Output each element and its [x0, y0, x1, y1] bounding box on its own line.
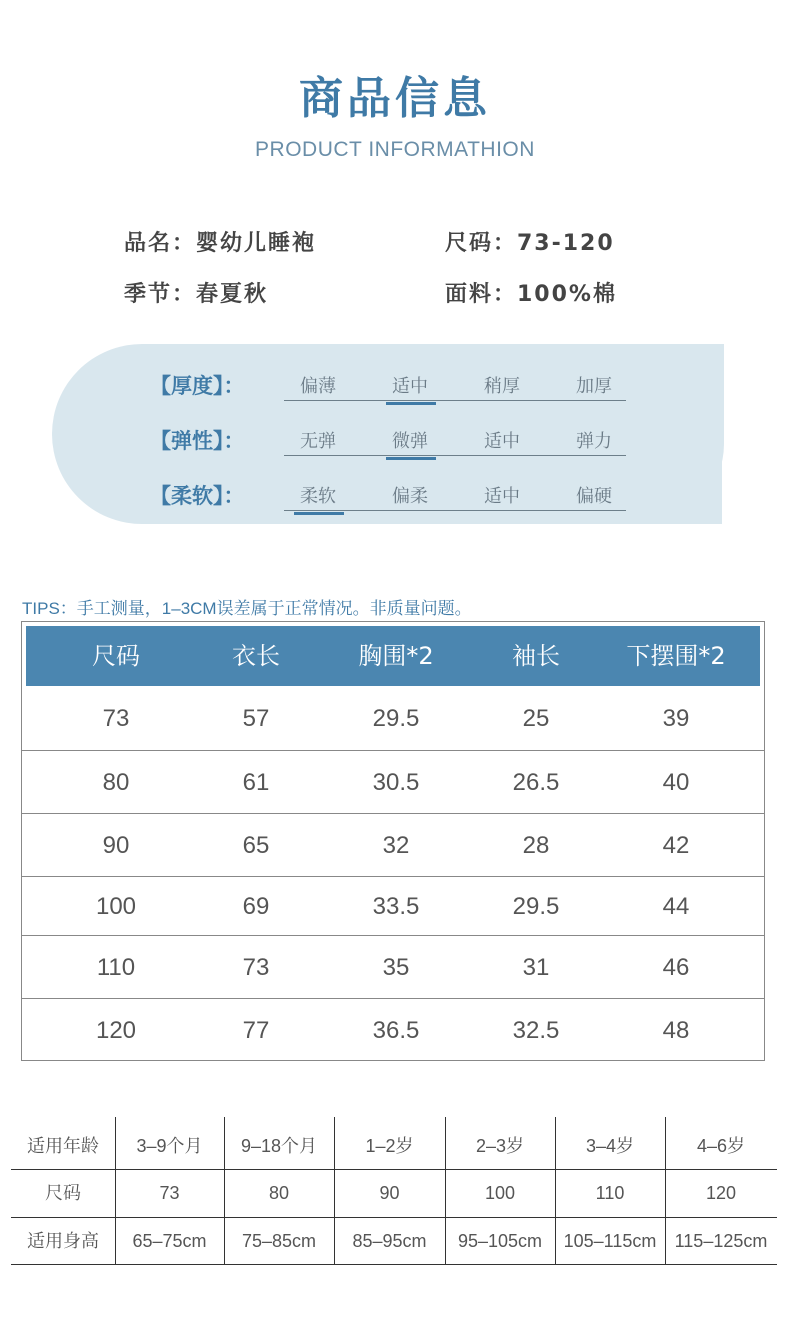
size-table-cell: 77 — [242, 1017, 270, 1044]
size-table-cell: 100 — [95, 893, 137, 920]
age-table-column-divider — [665, 1117, 666, 1265]
attribute-label: 【厚度】： — [150, 374, 245, 398]
size-table-cell: 120 — [95, 1017, 137, 1044]
size-table-cell: 26.5 — [512, 769, 560, 796]
page-title: 商品信息 — [299, 73, 491, 124]
age-table-cell: 95–105cm — [457, 1231, 543, 1251]
size-table-header-cell: 下摆围*2 — [626, 642, 726, 670]
attribute-label: 【弹性】： — [150, 429, 245, 453]
age-table-cell: 90 — [379, 1183, 400, 1203]
age-table-row — [11, 1117, 777, 1165]
size-table-cell: 46 — [662, 954, 690, 981]
age-table-row-label: 适用年龄 — [27, 1136, 99, 1156]
attribute-option: 无弹 — [300, 431, 336, 452]
size-table-row — [22, 998, 764, 1062]
attribute-option: 偏柔 — [392, 486, 428, 507]
size-table-cell: 73 — [242, 954, 270, 981]
age-table-divider — [11, 1264, 777, 1265]
age-table-cell: 110 — [595, 1183, 625, 1203]
product-name: 品名：婴幼儿睡袍 — [124, 231, 317, 256]
size-table-cell: 32.5 — [512, 1017, 560, 1044]
age-table-row — [11, 1217, 777, 1265]
size-table-cell: 29.5 — [372, 705, 420, 732]
age-table-cell: 4–6岁 — [696, 1136, 746, 1156]
product-season: 季节：春夏秋 — [124, 282, 269, 307]
size-table-header-cell: 胸围*2 — [358, 642, 434, 670]
age-table-cell: 85–95cm — [352, 1231, 427, 1251]
size-table-cell: 35 — [382, 954, 410, 981]
size-table — [21, 621, 765, 1061]
attribute-option-selected: 适中 — [380, 372, 440, 398]
age-table-column-divider — [224, 1117, 225, 1265]
attribute-scale — [284, 474, 626, 511]
age-table-cell: 73 — [159, 1183, 180, 1203]
attribute-option: 偏薄 — [300, 376, 336, 397]
age-table-column-divider — [115, 1117, 116, 1265]
size-table-row — [22, 876, 764, 936]
size-table-cell: 39 — [662, 705, 690, 732]
attribute-label: 【柔软】： — [150, 484, 245, 508]
age-table-cell: 3–4岁 — [585, 1136, 635, 1156]
age-table-cell: 2–3岁 — [475, 1136, 525, 1156]
product-size-range: 尺码：73-120 — [445, 231, 615, 256]
attribute-scale — [284, 364, 626, 401]
size-table-cell: 31 — [522, 954, 550, 981]
age-table-divider — [11, 1169, 777, 1170]
size-table-cell: 36.5 — [372, 1017, 420, 1044]
size-table-cell: 32 — [382, 832, 410, 859]
attribute-option: 稍厚 — [484, 376, 520, 397]
age-table-row-label: 尺码 — [45, 1183, 81, 1203]
size-table-cell: 80 — [102, 769, 130, 796]
size-table-cell: 65 — [242, 832, 270, 859]
attribute-option: 偏硬 — [576, 486, 612, 507]
size-table-header-cell: 袖长 — [512, 642, 560, 670]
size-table-cell: 73 — [102, 705, 130, 732]
size-table-cell: 29.5 — [512, 893, 560, 920]
attribute-option: 适中 — [484, 486, 520, 507]
age-size-table — [11, 1117, 777, 1265]
product-fabric: 面料：100%棉 — [445, 282, 617, 307]
size-table-cell: 61 — [242, 769, 270, 796]
size-table-cell: 33.5 — [372, 893, 420, 920]
attribute-option-selected: 柔软 — [288, 482, 348, 508]
size-table-header — [26, 626, 760, 686]
age-table-row-label: 适用身高 — [27, 1231, 99, 1251]
tips-note: TIPS：手工测量，1–3CM误差属于正常情况。非质量问题。 — [22, 599, 472, 618]
age-table-cell: 105–115cm — [563, 1231, 657, 1251]
attribute-option: 加厚 — [576, 376, 612, 397]
size-table-header-cell: 衣长 — [232, 642, 280, 670]
age-table-cell: 1–2岁 — [365, 1136, 414, 1156]
age-table-column-divider — [334, 1117, 335, 1265]
size-table-row — [22, 813, 764, 877]
age-table-cell: 75–85cm — [241, 1231, 317, 1251]
size-table-cell: 42 — [662, 832, 690, 859]
page-subtitle: PRODUCT INFORMATHION — [255, 138, 535, 161]
age-table-cell: 100 — [484, 1183, 516, 1203]
size-table-cell: 69 — [242, 893, 270, 920]
size-table-cell: 48 — [662, 1017, 690, 1044]
age-table-column-divider — [555, 1117, 556, 1265]
size-table-cell: 40 — [662, 769, 690, 796]
age-table-cell: 80 — [268, 1183, 290, 1203]
size-table-cell: 44 — [662, 893, 690, 920]
age-table-cell: 9–18个月 — [240, 1136, 318, 1156]
age-table-cell: 120 — [705, 1183, 737, 1203]
age-table-divider — [11, 1217, 777, 1218]
size-table-row — [22, 935, 764, 999]
size-table-cell: 30.5 — [372, 769, 420, 796]
size-table-cell: 57 — [242, 705, 270, 732]
age-table-cell: 115–125cm — [674, 1231, 768, 1251]
age-table-cell: 65–75cm — [132, 1231, 207, 1251]
attribute-scale — [284, 419, 626, 456]
age-table-column-divider — [445, 1117, 446, 1265]
attribute-option: 适中 — [484, 431, 520, 452]
size-table-header-cell: 尺码 — [92, 642, 140, 670]
age-table-row — [11, 1169, 777, 1217]
attribute-option: 弹力 — [576, 431, 612, 452]
attribute-option-selected: 微弹 — [380, 427, 440, 453]
size-table-row — [22, 750, 764, 814]
size-table-cell: 25 — [522, 705, 550, 732]
size-table-cell: 28 — [522, 832, 550, 859]
age-table-cell: 3–9个月 — [136, 1136, 203, 1156]
size-table-cell: 110 — [96, 954, 136, 981]
size-table-row — [22, 688, 764, 750]
size-table-cell: 90 — [102, 832, 130, 859]
